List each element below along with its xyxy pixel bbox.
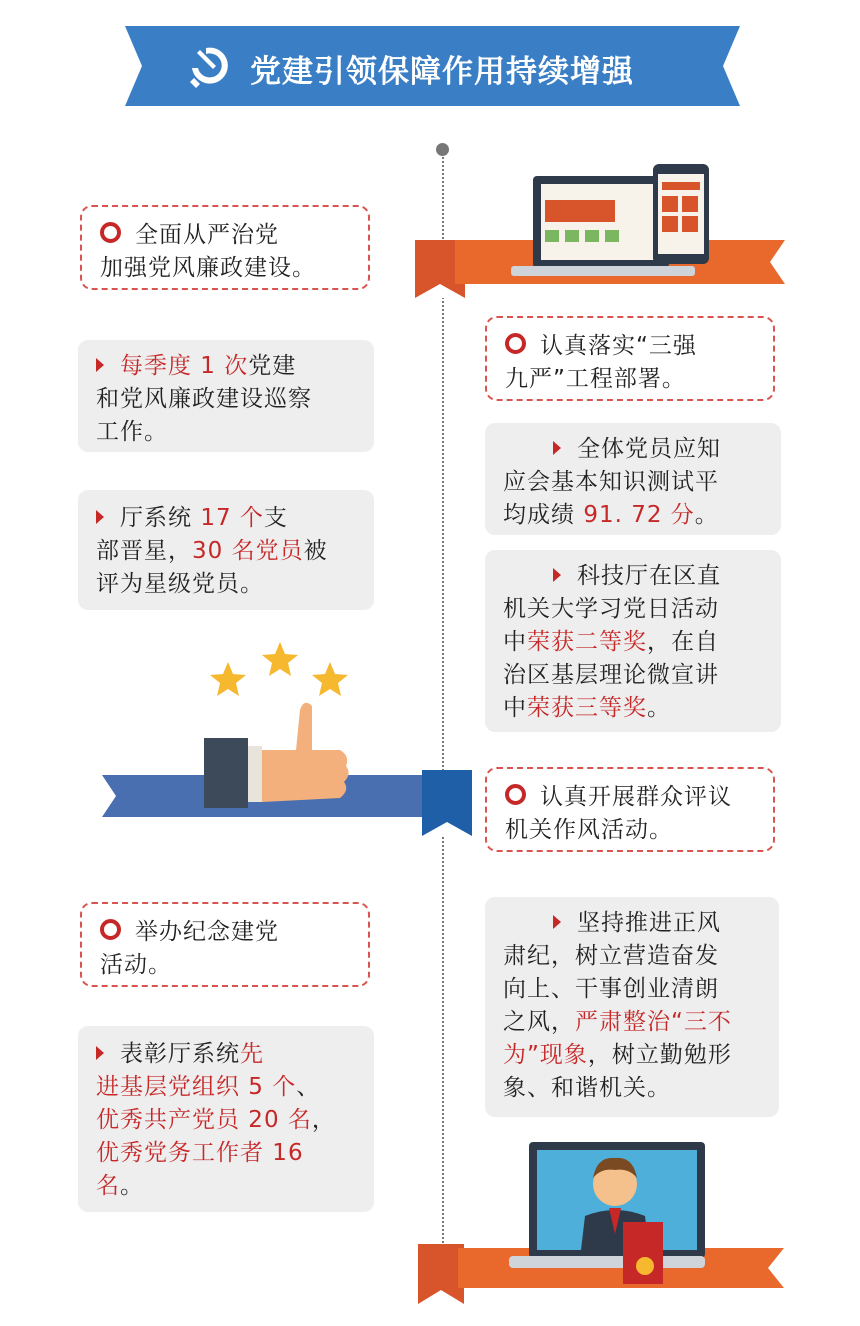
left-item-3-highlight-4: 优秀党务工作者 16 — [96, 1140, 304, 1166]
businessman-monitor-illustration — [505, 1138, 710, 1288]
right-section-1-line1: 认真落实“三强 — [540, 333, 697, 359]
ring-bullet-icon — [505, 784, 526, 805]
left-item-2-text-c: 部晋星， — [96, 538, 192, 564]
right-item-1-highlight: 91. 72 分 — [583, 502, 695, 528]
right-item-2-line2: 机关大学习党日活动 — [503, 596, 719, 622]
right-item-2-highlight-2: 荣获三等奖 — [527, 695, 647, 721]
triangle-bullet-icon — [553, 915, 561, 929]
triangle-bullet-icon — [553, 441, 561, 455]
right-item-2-text-a: 中 — [503, 629, 527, 655]
right-item-2-highlight-1: 荣获二等奖 — [527, 629, 647, 655]
right-item-3 — [485, 897, 779, 1117]
left-item-3-highlight-1: 先 — [240, 1041, 264, 1067]
triangle-bullet-icon — [553, 568, 561, 582]
right-item-2-text-c: 中 — [503, 695, 527, 721]
left-item-3 — [78, 1026, 374, 1212]
right-item-2 — [485, 550, 781, 732]
left-item-2-highlight-1: 17 个 — [200, 505, 264, 531]
ring-bullet-icon — [505, 333, 526, 354]
left-item-2-text-d: 被 — [303, 538, 328, 564]
left-item-2-line3: 评为星级党员。 — [96, 571, 264, 597]
right-item-3-line6: 象、和谐机关。 — [503, 1075, 671, 1101]
left-item-3-highlight-5: 名 — [96, 1173, 120, 1199]
triangle-bullet-icon — [96, 358, 104, 372]
right-section-1-line2: 九严”工程部署。 — [505, 366, 686, 392]
page-title: 党建引领保障作用持续增强 — [250, 54, 634, 90]
thumbs-up-stars-illustration — [200, 638, 360, 814]
right-item-1 — [485, 423, 781, 535]
left-item-1-line2: 和党风廉政建设巡察 — [96, 386, 312, 412]
right-item-1-line2: 应会基本知识测试平 — [503, 469, 719, 495]
left-item-1-text: 党建 — [248, 353, 297, 379]
left-item-3-highlight-2: 进基层党组织 5 个 — [96, 1074, 297, 1100]
left-item-1 — [78, 340, 374, 452]
right-section-2-line2: 机关作风活动。 — [505, 817, 673, 843]
right-item-3-line3: 向上、干事创业清朗 — [503, 976, 719, 1002]
right-section-2-line1: 认真开展群众评议 — [540, 784, 732, 810]
left-item-2-text-a: 厅系统 — [120, 505, 201, 531]
left-section-1-line1: 全面从严治党 — [135, 222, 279, 248]
right-item-3-text-a: 之风， — [503, 1009, 575, 1035]
right-item-1-text-a: 均成绩 — [503, 502, 584, 528]
left-section-1 — [80, 205, 370, 290]
right-section-1 — [485, 316, 775, 401]
triangle-bullet-icon — [96, 510, 104, 524]
right-item-2-text-d: 。 — [647, 695, 671, 721]
left-section-1-line2: 加强党风廉政建设。 — [100, 255, 316, 281]
right-item-2-text-b: ，在自 — [647, 629, 719, 655]
left-item-3-highlight-3: 优秀共产党员 20 名 — [96, 1107, 312, 1133]
right-item-3-line2: 肃纪，树立营造奋发 — [503, 943, 719, 969]
left-section-2 — [80, 902, 370, 987]
laptop-tablet-illustration — [505, 162, 720, 280]
left-item-1-line3: 工作。 — [96, 419, 168, 445]
left-item-3-text-b: 、 — [296, 1074, 321, 1100]
right-item-1-text-b: 。 — [694, 502, 719, 528]
triangle-bullet-icon — [96, 1046, 104, 1060]
hammer-sickle-icon — [186, 42, 234, 90]
right-item-2-line4: 治区基层理论微宣讲 — [503, 662, 719, 688]
left-item-2-highlight-2: 30 名党员 — [192, 538, 304, 564]
right-section-2 — [485, 767, 775, 852]
right-item-3-highlight-1: 严肃整治“三不 — [575, 1009, 732, 1035]
left-section-2-line2: 活动。 — [100, 952, 172, 978]
left-item-2 — [78, 490, 374, 610]
timeline-line — [442, 150, 444, 1270]
timeline-top-dot — [436, 143, 449, 156]
left-item-1-highlight: 每季度 1 次 — [120, 353, 249, 379]
right-item-3-line1: 坚持推进正风 — [577, 910, 721, 936]
right-item-2-line1: 科技厅在区直 — [577, 563, 721, 589]
right-item-3-highlight-2: 为”现象 — [503, 1042, 588, 1068]
left-item-3-text-d: 。 — [120, 1173, 144, 1199]
left-item-2-text-b: 支 — [263, 505, 288, 531]
right-item-1-line1: 全体党员应知 — [577, 436, 721, 462]
left-item-3-text-c: ， — [311, 1107, 336, 1133]
ring-bullet-icon — [100, 919, 121, 940]
left-section-2-line1: 举办纪念建党 — [135, 919, 279, 945]
ring-bullet-icon — [100, 222, 121, 243]
left-item-3-text-a: 表彰厅系统 — [120, 1041, 240, 1067]
right-item-3-text-b: ，树立勤勉形 — [587, 1042, 732, 1068]
